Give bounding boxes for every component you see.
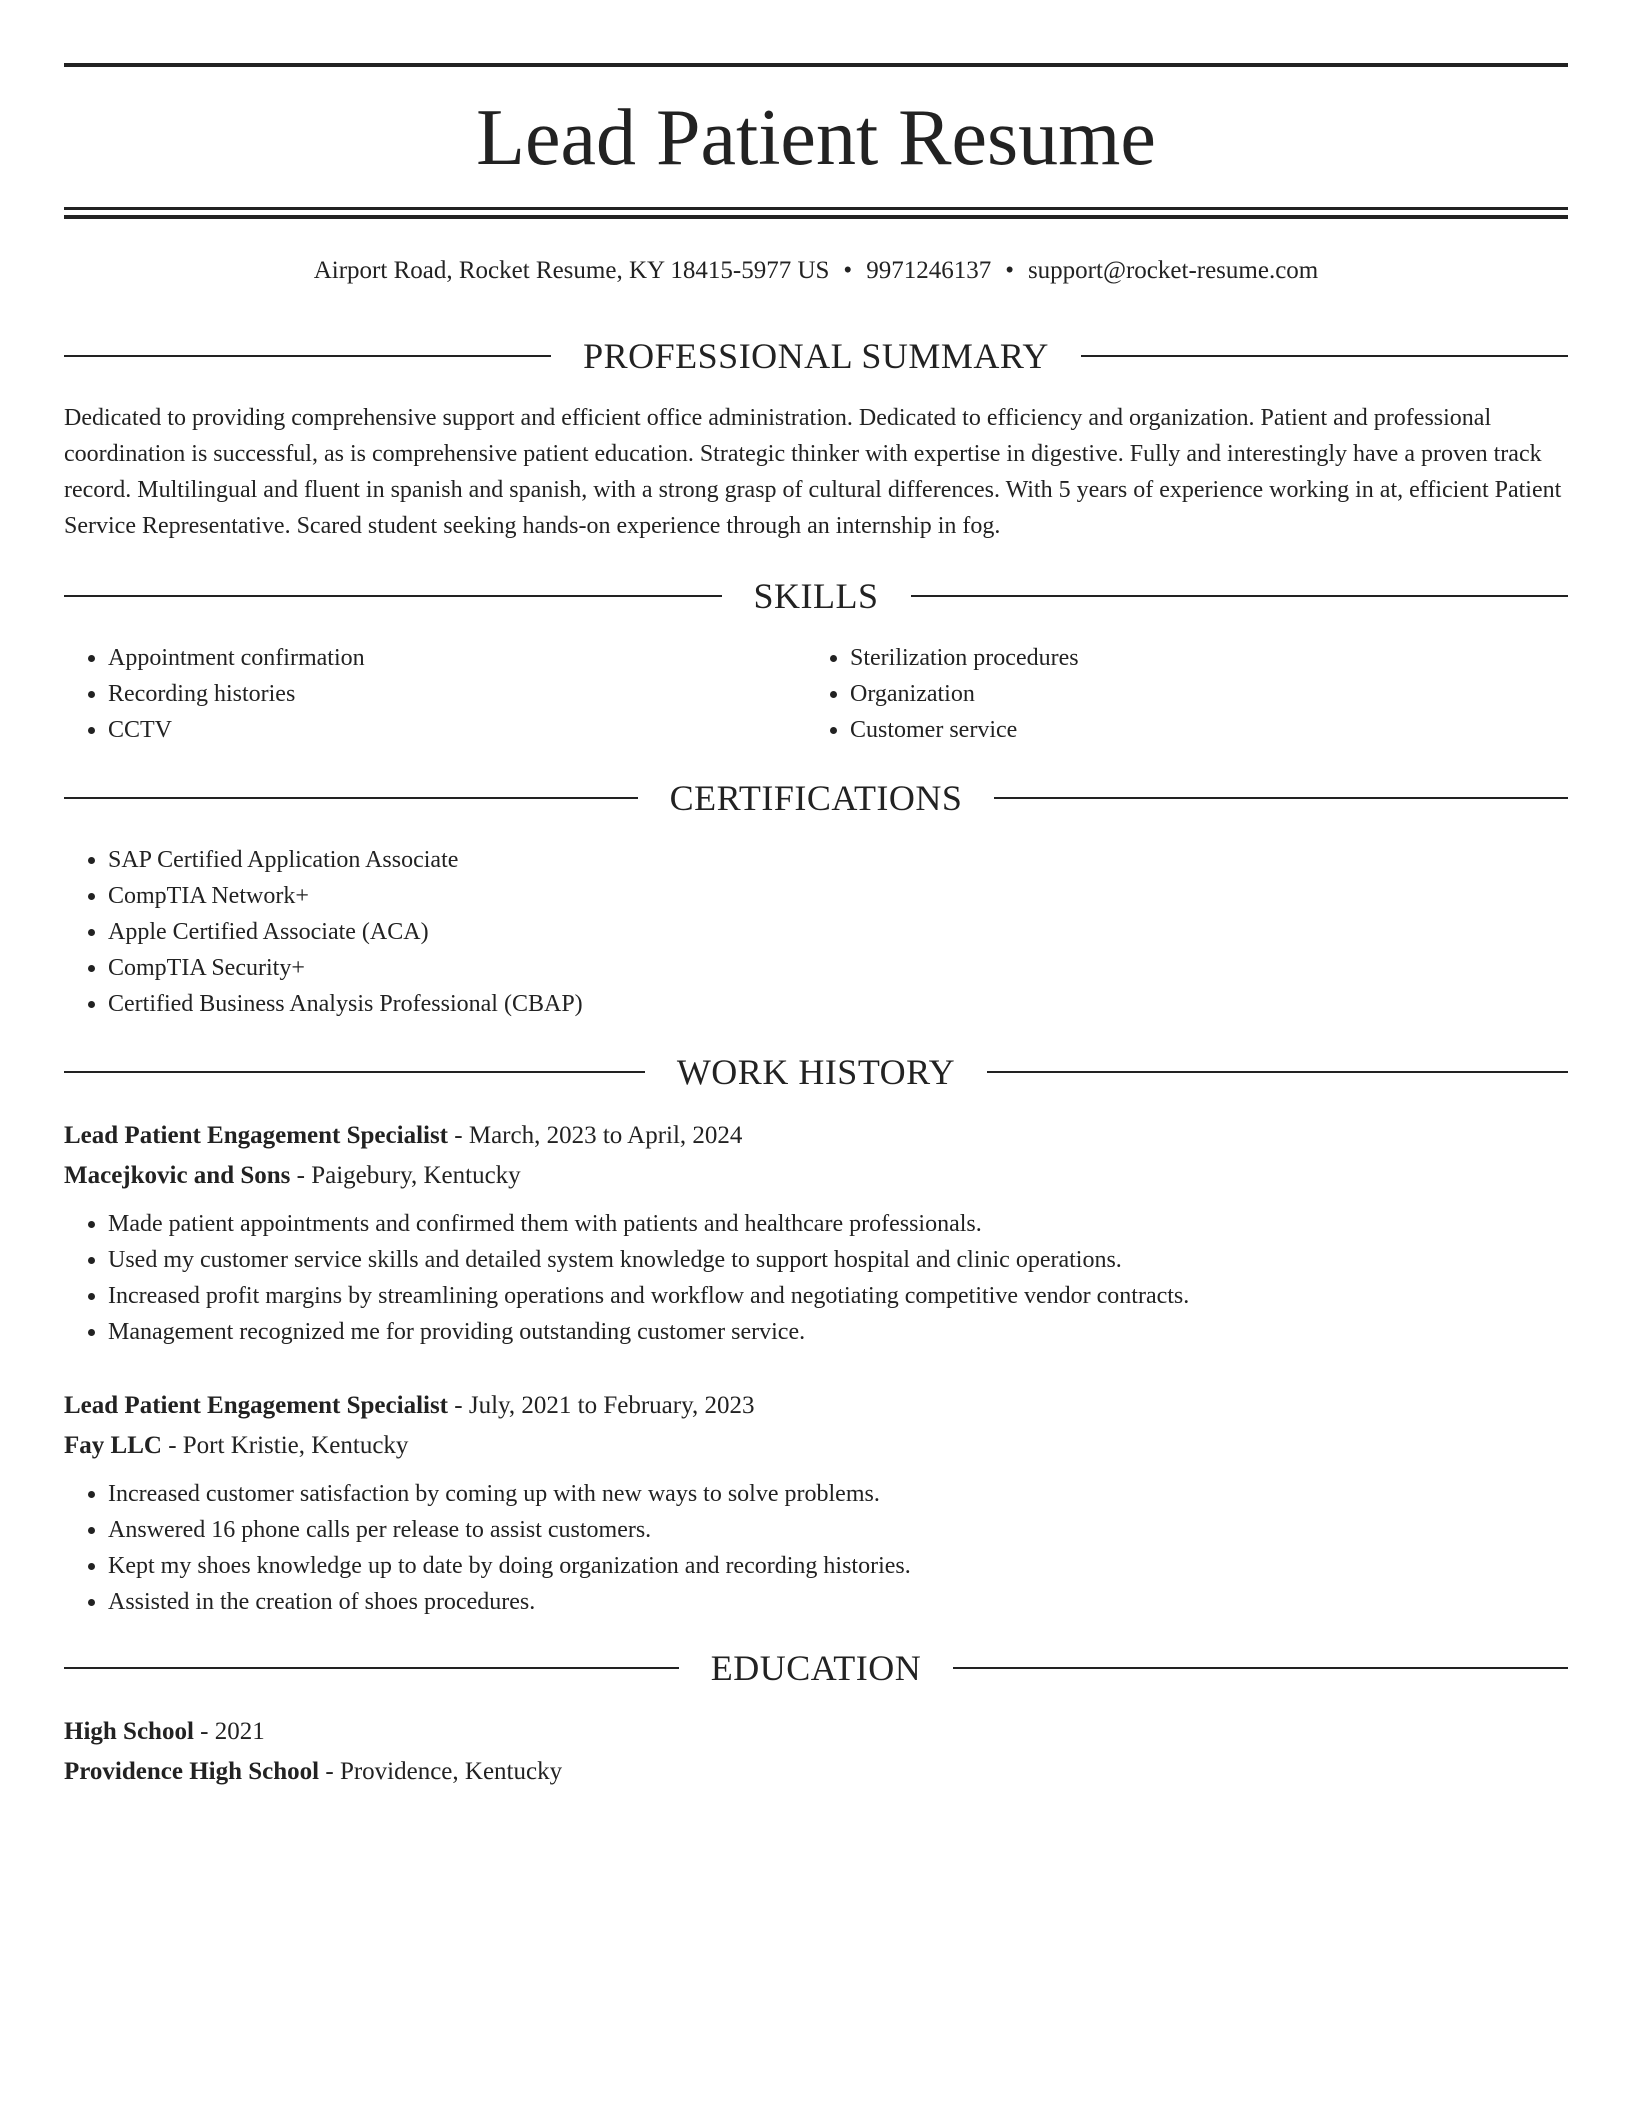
skill-item: • Sterilization procedures <box>850 640 1526 676</box>
section-title-education: EDUCATION <box>710 1648 922 1688</box>
section-title-certifications: CERTIFICATIONS <box>669 778 963 818</box>
education-school-line <box>64 1752 1568 1792</box>
job-title: Lead Patient Engagement Specialist <box>64 1392 449 1419</box>
section-divider <box>911 595 1569 597</box>
section-divider <box>987 1071 1568 1073</box>
section-header-education <box>64 1644 1568 1692</box>
job-bullet: • Increased profit margins by streamlining operations and workflow and negotiating competitive vendor contracts. <box>108 1278 1568 1314</box>
section-divider <box>64 595 722 597</box>
job-bullet: • Assisted in the creation of shoes procedures. <box>108 1584 1568 1620</box>
job-bullet: • Management recognized me for providing outstanding customer service. <box>108 1314 1568 1350</box>
education-degree: High School <box>64 1718 194 1745</box>
section-divider <box>953 1667 1568 1669</box>
contact-separator: • <box>1005 257 1014 284</box>
job-bullet: • Increased customer satisfaction by coming up with new ways to solve problems. <box>108 1476 1568 1512</box>
job-title-line <box>64 1116 1568 1156</box>
dash: - <box>168 1432 177 1459</box>
job-company: Fay LLC <box>64 1432 162 1459</box>
job-bullet: • Used my customer service skills and detailed system knowledge to support hospital and clinic operations. <box>108 1242 1568 1278</box>
skills-right-column <box>806 640 1526 748</box>
education-degree-line <box>64 1712 1568 1752</box>
skill-item: • Recording histories <box>108 676 784 712</box>
job-dates: March, 2023 to April, 2024 <box>468 1122 743 1149</box>
section-divider <box>64 797 638 799</box>
contact-email: support@rocket-resume.com <box>1027 257 1319 284</box>
section-title-work: WORK HISTORY <box>676 1052 956 1092</box>
certification-item: • Certified Business Analysis Professional (CBAP) <box>108 986 1568 1022</box>
certifications-list <box>64 842 1568 1022</box>
skills-left-column <box>64 640 784 748</box>
section-header-skills <box>64 572 1568 620</box>
skill-item: • CCTV <box>108 712 784 748</box>
job-bullet: • Answered 16 phone calls per release to assist customers. <box>108 1512 1568 1548</box>
dash: - <box>325 1758 334 1785</box>
job-bullet: • Made patient appointments and confirmed them with patients and healthcare professionals. <box>108 1206 1568 1242</box>
certification-item: • Apple Certified Associate (ACA) <box>108 914 1568 950</box>
job-location: Paigebury, Kentucky <box>311 1162 521 1189</box>
contact-address: Airport Road, Rocket Resume, KY 18415-5977 US <box>313 257 830 284</box>
job-company-line <box>64 1426 1568 1466</box>
section-header-work <box>64 1048 1568 1096</box>
dash: - <box>454 1392 463 1419</box>
skill-item: • Customer service <box>850 712 1526 748</box>
dash: - <box>200 1718 209 1745</box>
education-year: 2021 <box>214 1718 265 1745</box>
job-entry <box>64 1386 1568 1620</box>
section-divider <box>64 355 551 357</box>
section-divider <box>1081 355 1568 357</box>
job-company-line <box>64 1156 1568 1196</box>
dash: - <box>296 1162 305 1189</box>
section-divider <box>64 1071 645 1073</box>
job-location: Port Kristie, Kentucky <box>182 1432 409 1459</box>
job-entry <box>64 1116 1568 1350</box>
skill-item: • Organization <box>850 676 1526 712</box>
education-school: Providence High School <box>64 1758 320 1785</box>
top-rule <box>64 63 1568 67</box>
education-location: Providence, Kentucky <box>339 1758 563 1785</box>
job-bullet: • Kept my shoes knowledge up to date by doing organization and recording histories. <box>108 1548 1568 1584</box>
section-divider <box>994 797 1568 799</box>
section-title-summary: PROFESSIONAL SUMMARY <box>583 336 1049 376</box>
summary-text: Dedicated to providing comprehensive support and efficient office administration. Dedicated to efficiency and organization. Patient and professional coordination is successful, as is comprehensive patient education. Strategic thinker with expertise in digestive. Fully and interestingly have a proven track record. Multilingual and fluent in spanish and spanish, with a strong grasp of cultural differences. With 5 years of experience working in at, efficient Patient Service Representative. Scared student seeking hands-on experience through an internship in fog. <box>64 405 1562 539</box>
skill-item: • Appointment confirmation <box>108 640 784 676</box>
dash: - <box>454 1122 463 1149</box>
section-header-summary <box>64 332 1568 380</box>
certification-item: • CompTIA Network+ <box>108 878 1568 914</box>
resume-title: Lead Patient Resume <box>476 94 1156 182</box>
section-divider <box>64 1667 679 1669</box>
contact-phone: 9971246137 <box>866 257 992 284</box>
certification-item: • CompTIA Security+ <box>108 950 1568 986</box>
job-dates: July, 2021 to February, 2023 <box>468 1392 755 1419</box>
double-rule <box>64 207 1568 219</box>
contact-separator: • <box>843 257 853 284</box>
section-header-certifications <box>64 774 1568 822</box>
job-company: Macejkovic and Sons <box>64 1162 291 1189</box>
section-title-skills: SKILLS <box>753 576 879 616</box>
job-title: Lead Patient Engagement Specialist <box>64 1122 449 1149</box>
contact-line <box>64 254 1568 288</box>
certification-item: • SAP Certified Application Associate <box>108 842 1568 878</box>
job-title-line <box>64 1386 1568 1426</box>
education-entry <box>64 1712 1568 1792</box>
